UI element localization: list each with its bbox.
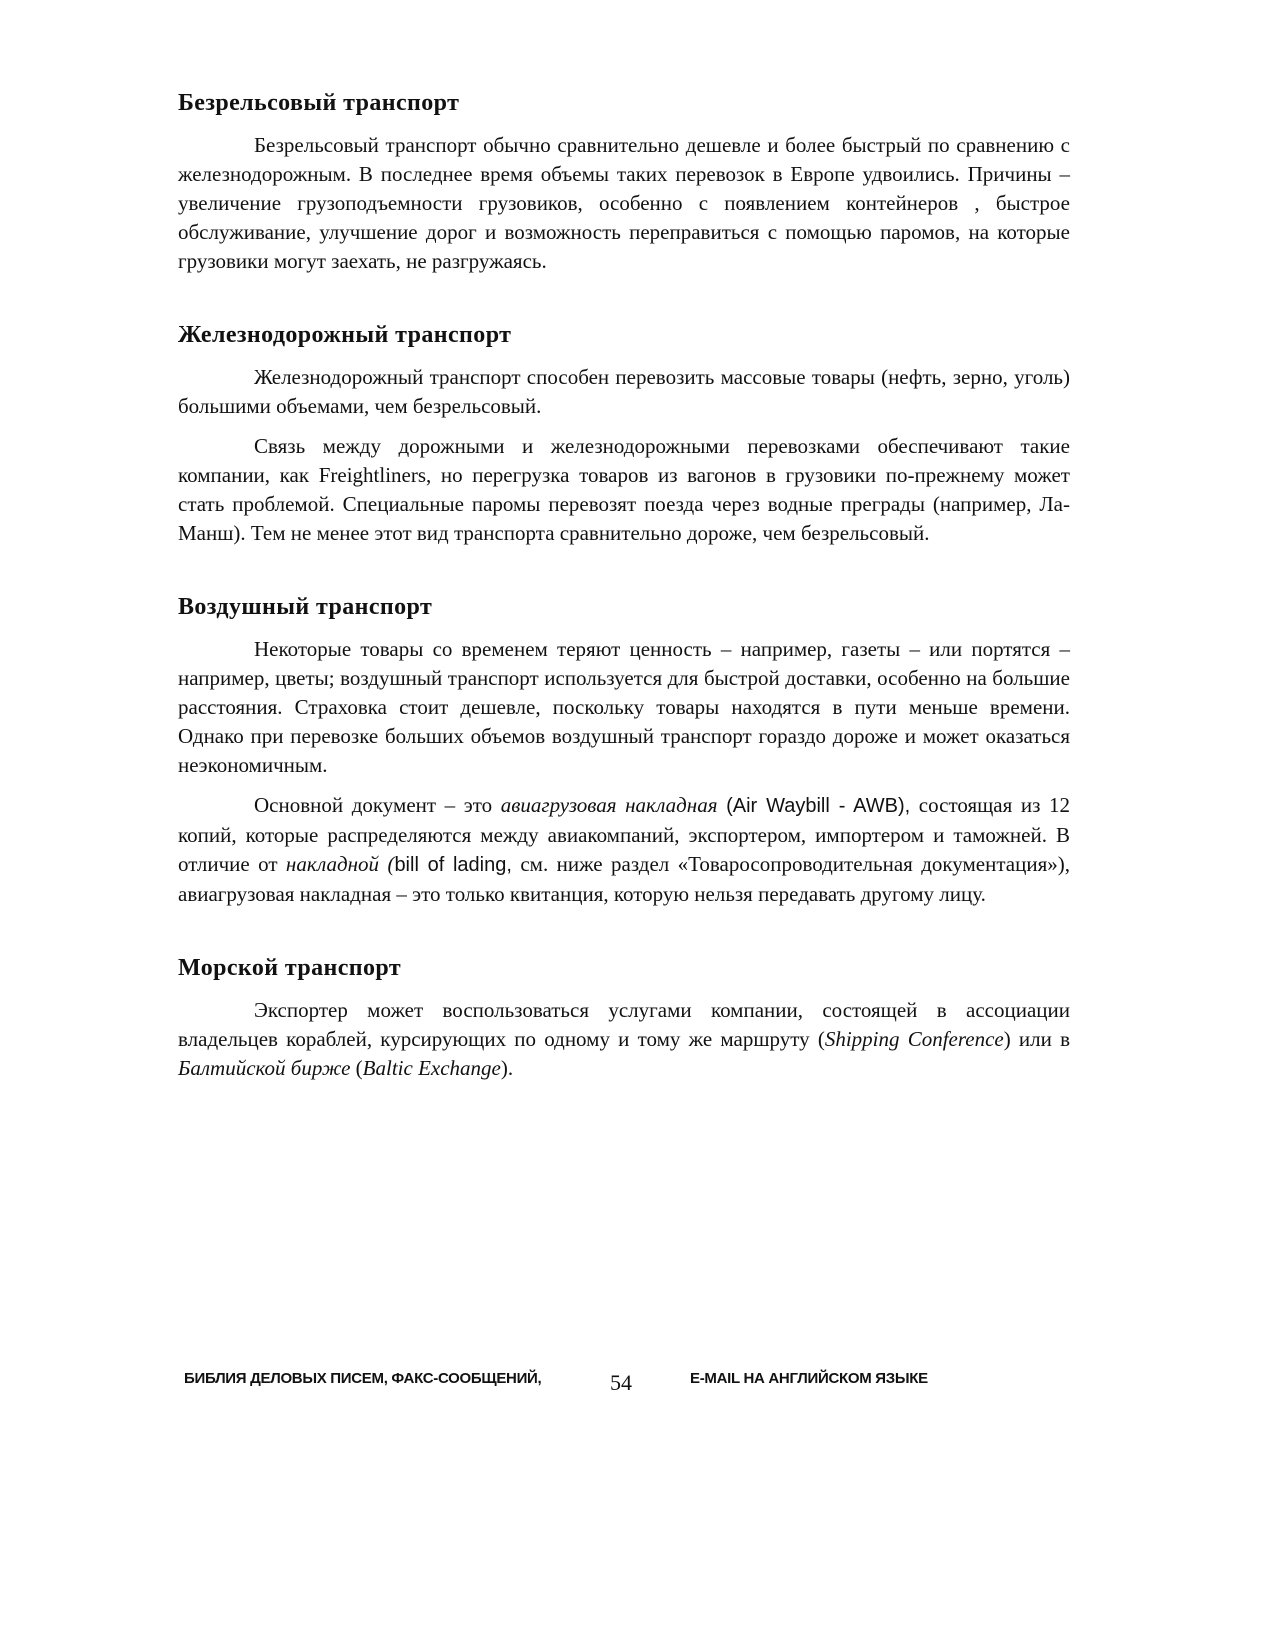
section-air-transport xyxy=(178,592,1070,909)
paragraph-air-waybill xyxy=(178,791,1070,909)
paragraph-sea xyxy=(178,996,1070,1083)
text-run: ( xyxy=(350,1056,363,1080)
page-footer xyxy=(184,1368,944,1396)
term-bill-of-lading: накладной ( xyxy=(285,852,395,876)
footer-left-title: БИБЛИЯ ДЕЛОВЫХ ПИСЕМ, ФАКС-СООБЩЕНИЙ, xyxy=(184,1370,542,1387)
section-rail-transport xyxy=(178,320,1070,548)
document-body xyxy=(178,88,1070,1083)
term-awb-english: (Air Waybill - AWB), xyxy=(726,795,911,817)
paragraph: Некоторые товары со временем теряют ценность – например, газеты – или портятся – например, цветы; воздушный транспорт используется для быстрой доставки, особенно на большие расстояния. Страховка стоит дешевле, поскольку товары находятся в пути меньше времени. Однако при перевозке больших объемов воздушный транспорт гораздо дороже и может оказаться неэкономичным. xyxy=(178,637,1070,777)
section-trackless-transport xyxy=(178,88,1070,276)
term-air-waybill: авиагрузовая накладная xyxy=(500,793,718,817)
text-run: Основной документ – это xyxy=(254,793,501,817)
text-run: ). xyxy=(500,1056,514,1080)
section-heading: Железнодорожный транспорт xyxy=(178,322,512,348)
footer-right-title: E-MAIL НА АНГЛИЙСКОМ ЯЗЫКЕ xyxy=(690,1370,928,1387)
section-heading: Безрельсовый транспорт xyxy=(178,90,460,116)
section-heading: Воздушный транспорт xyxy=(178,594,433,620)
text-run: ) или в xyxy=(1003,1027,1070,1051)
section-sea-transport xyxy=(178,953,1070,1083)
paragraph: Железнодорожный транспорт способен перевозить массовые товары (нефть, зерно, уголь) большими объемами, чем безрельсовый. xyxy=(178,365,1070,418)
term-shipping-conference: Shipping Conference xyxy=(824,1027,1004,1051)
text-run: состоящая из 12 копий, которые распределяются между авиакомпаний, экспортером, импортером и таможней. В отличие от xyxy=(178,793,1071,876)
term-baltic-exchange-ru: Балтийской бирже xyxy=(178,1056,351,1080)
paragraph: Безрельсовый транспорт обычно сравнительно дешевле и более быстрый по сравнению с железнодорожным. В последнее время объемы таких перевозок в Европе удвоились. Причины – увеличение грузоподъемности грузовиков, особенно с появлением контейнеров , быстрое обслуживание, улучшение дорог и возможность переправиться с помощью паромов, на которые грузовики могут заехать, не разгружаясь. xyxy=(178,133,1070,273)
paragraph: Связь между дорожными и железнодорожными перевозками обеспечивают такие компании, как Freightliners, но перегрузка товаров из вагонов в грузовики по-прежнему может стать проблемой. Специальные паромы перевозят поезда через водные преграды (например, Ла-Манш). Тем не менее этот вид транспорта сравнительно дороже, чем безрельсовый. xyxy=(178,434,1070,545)
text-run: Экспортер может воспользоваться услугами компании, состоящей в ассоциации владельцев кораблей, курсирующих по одному и тому же маршруту ( xyxy=(178,998,1070,1051)
page-number: 54 xyxy=(610,1370,632,1395)
text-run: см. ниже раздел «Товаросопроводительная документация»), авиагрузовая накладная – это только квитанция, которую нельзя передавать другому лицу. xyxy=(178,852,1071,906)
text-run xyxy=(717,793,726,817)
term-baltic-exchange-en: Baltic Exchange xyxy=(362,1056,501,1080)
term-bill-of-lading-english: bill of lading, xyxy=(394,854,512,876)
section-heading: Морской транспорт xyxy=(178,955,402,981)
